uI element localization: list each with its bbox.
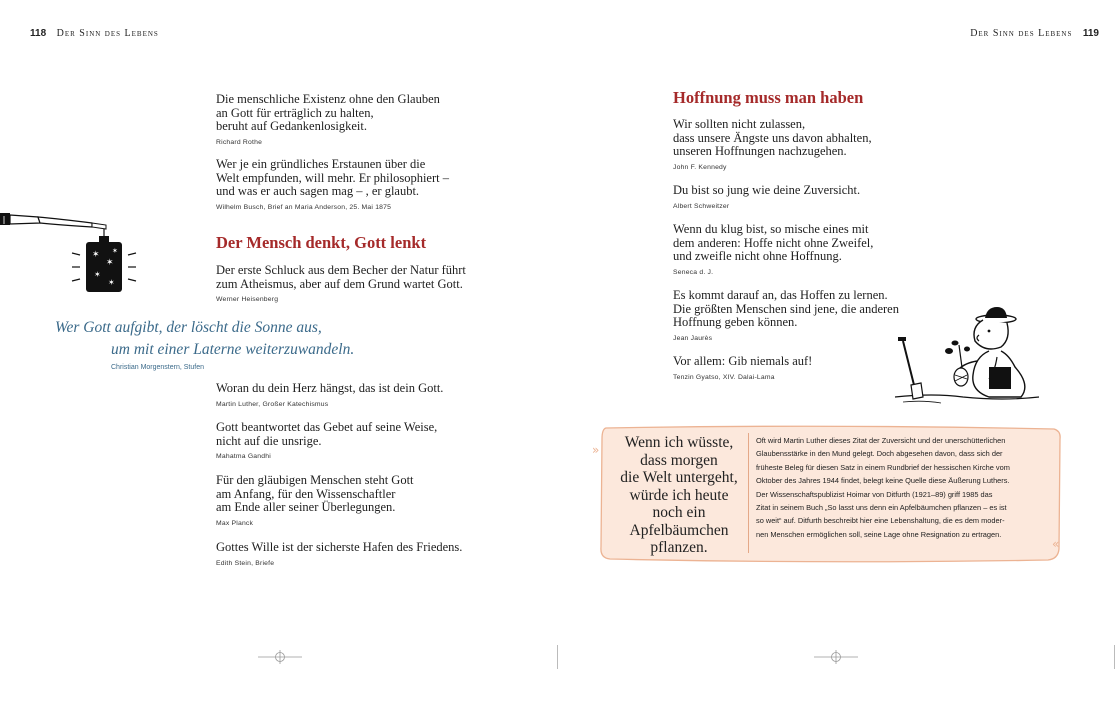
info-box-line: Oktober des Jahres 1944 findet, belegt keine Quelle diese Äußerung Luthers.: [756, 476, 1010, 486]
quote-kennedy: [673, 118, 973, 171]
quote-source: Mahatma Gandhi: [216, 453, 271, 460]
quote-heisenberg: [216, 264, 516, 303]
featured-quote-line1: Wer Gott aufgibt, der löscht die Sonne aus,: [55, 319, 322, 336]
quote-text: Es kommt darauf an, das Hoffen zu lernen. Die größten Menschen sind jene, die anderen Hoffnung geben können.: [673, 288, 899, 329]
svg-text:✶: ✶: [94, 270, 101, 279]
chevron-left-icon: «: [1052, 537, 1060, 551]
svg-text:✶: ✶: [106, 258, 114, 268]
quote-source: Wilhelm Busch, Brief an Maria Anderson, 25. Mai 1875: [216, 203, 392, 211]
quote-text: Die menschliche Existenz ohne den Glauben an Gott für erträglich zu halten, beruht auf Gedankenlosigkeit.: [216, 92, 440, 133]
quote-text: Gott beantwortet das Gebet auf seine Weise, nicht auf die unsrige.: [216, 420, 438, 448]
info-box-line: Zitat in seinem Buch „So lasst uns denn ein Apfelbäumchen pflanzen – es ist: [756, 503, 1007, 513]
registration-mark-left: [258, 650, 302, 664]
running-head-left: [30, 28, 159, 39]
quote-text: Für den gläubigen Menschen steht Gott am Anfang, für den Wissenschaftler am Ende aller seiner Überlegungen.: [216, 473, 414, 514]
chevron-right-icon: »: [592, 443, 600, 457]
lantern-illustration: [0, 205, 140, 297]
quote-source: Richard Rothe: [216, 138, 263, 146]
section-heading-left: Der Mensch denkt, Gott lenkt: [216, 233, 427, 252]
quote-source: Werner Heisenberg: [216, 296, 279, 303]
quote-source: John F. Kennedy: [673, 163, 727, 171]
apple-tree-quote: Wenn ich wüsste, dass morgen die Welt untergeht, würde ich heute noch ein Apfelbäumchen pflanzen.: [620, 434, 738, 556]
page-number-right: 119: [1082, 28, 1099, 39]
section-heading-right: Hoffnung muss man haben: [673, 88, 864, 107]
quote-busch: [216, 158, 516, 211]
quote-text: Du bist so jung wie deine Zuversicht.: [673, 183, 861, 197]
quote-source: Martin Luther, Großer Katechismus: [216, 400, 329, 408]
quote-source: Jean Jaurès: [673, 334, 713, 342]
quote-source: Albert Schweitzer: [673, 202, 730, 210]
info-box-line: Oft wird Martin Luther dieses Zitat der Zuversicht und der unerschütterlichen: [756, 436, 1006, 445]
quote-text: Vor allem: Gib niemals auf!: [673, 354, 813, 368]
info-box-line: Glaubensstärke in den Mund gelegt. Doch abgesehen davon, dass sich der: [756, 449, 1003, 459]
page-number-left: 118: [30, 28, 47, 39]
quote-schweitzer: [673, 184, 973, 210]
running-head-right: [970, 28, 1099, 39]
svg-text:✶: ✶: [108, 278, 115, 287]
quote-text: Wenn du klug bist, so mische eines mit dem anderen: Hoffe nicht ohne Zweifel, und zweifle nicht ohne Hoffnung.: [673, 222, 874, 263]
quote-source: Max Planck: [216, 519, 254, 527]
info-box-line: Der Wissenschaftspublizist Hoimar von Ditfurth (1921–89) griff 1985 das: [756, 489, 993, 499]
featured-quote-source: Christian Morgenstern, Stufen: [111, 364, 204, 371]
info-box-text: [756, 434, 1046, 541]
quote-text: Der erste Schluck aus dem Becher der Natur führt zum Atheismus, aber auf dem Grund wartet Gott.: [216, 263, 466, 291]
running-title-left: Der Sinn des Lebens: [56, 28, 159, 39]
info-box-line: so weit“ auf. Ditfurth beschreibt hier eine Lebenshaltung, die es dem moder-: [756, 516, 1005, 526]
quote-luther: [216, 382, 516, 408]
gardener-planting-tree-illustration: [893, 305, 1043, 410]
quote-seneca: [673, 223, 973, 276]
quote-stein: [216, 541, 516, 567]
featured-quote-line2: um mit einer Laterne weiterzuwandeln.: [111, 341, 355, 358]
quote-source: Edith Stein, Briefe: [216, 559, 275, 567]
info-box-line: nen Menschen ermöglichen soll, seine Lage ohne Resignation zu ertragen.: [756, 529, 1002, 539]
quote-source: Seneca d. J.: [673, 268, 714, 276]
quote-text: Woran du dein Herz hängst, das ist dein Gott.: [216, 381, 444, 395]
quote-text: Gottes Wille ist der sicherste Hafen des Friedens.: [216, 540, 463, 554]
registration-mark-right: [814, 650, 858, 664]
quote-text: Wer je ein gründliches Erstaunen über die Welt empfunden, will mehr. Er philosophiert – und was er auch sagen mag – , er glaubt.: [216, 157, 449, 198]
svg-text:✶: ✶: [92, 250, 100, 260]
featured-quote-morgenstern: [55, 318, 395, 371]
quote-rothe: [216, 93, 516, 146]
quote-text: Wir sollten nicht zulassen, dass unsere Ängste uns davon abhalten, unseren Hoffnungen nachzugehen.: [673, 117, 872, 158]
svg-text:✶: ✶: [112, 247, 118, 255]
info-box-divider: [748, 433, 749, 553]
running-title-right: Der Sinn des Lebens: [970, 28, 1073, 39]
quote-source: Tenzin Gyatso, XIV. Dalai-Lama: [673, 373, 775, 381]
quote-gandhi: [216, 421, 516, 460]
info-box-line: früheste Beleg für diesen Satz in einem Rundbrief der hessischen Kirche vom: [756, 462, 1010, 472]
edge-crop-mark: [1114, 645, 1115, 669]
gutter-crop-mark: [557, 645, 558, 669]
quote-planck: [216, 474, 516, 527]
